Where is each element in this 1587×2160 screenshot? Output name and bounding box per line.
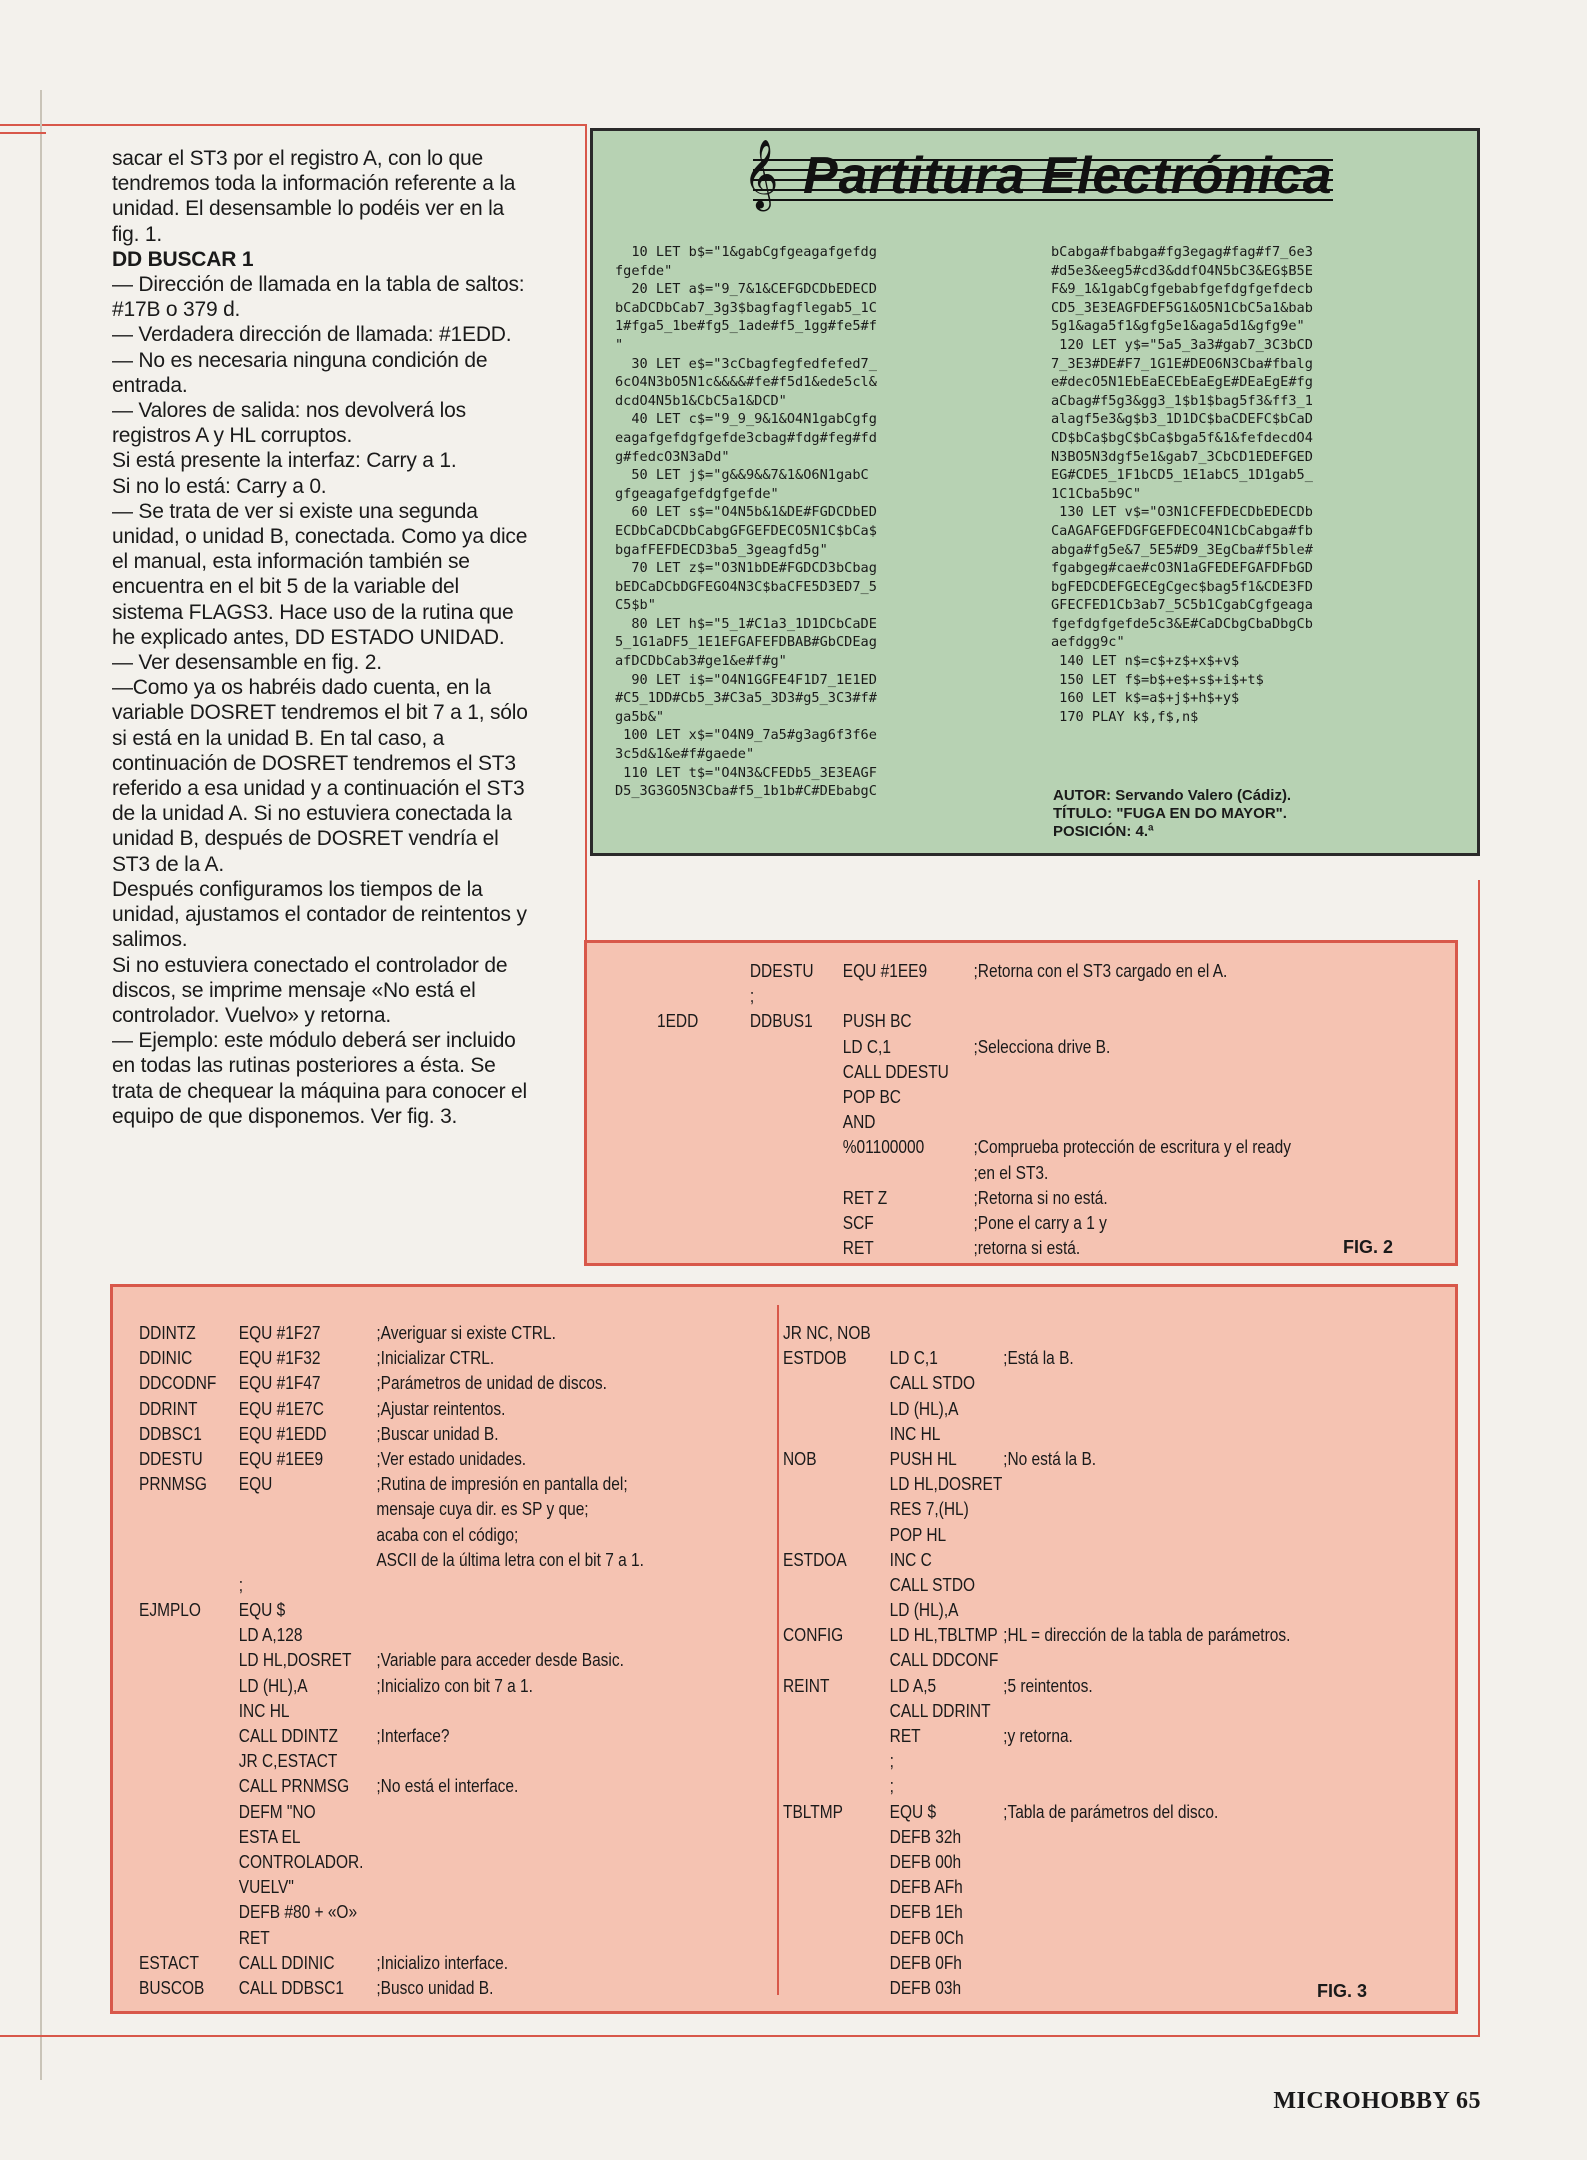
asm-instr: RET	[238, 1927, 270, 1948]
asm-instr: EQU #1EE9	[842, 961, 928, 981]
body-paragraph: Después configuramos los tiempos de la unidad, ajustamos el contador de reintentos y salimos.	[112, 877, 533, 952]
code-line: 140 LET n$=c$+z$+x$+v$	[1051, 653, 1240, 670]
code-line: 40 LET c$="9_9_9&1&O4N1gabCgfg	[615, 411, 877, 428]
asm-instr: EQU $	[889, 1801, 937, 1822]
asm-instr: VUELV"	[238, 1877, 294, 1898]
asm-comment: ;Ajustar reintentos.	[376, 1398, 506, 1419]
asm-row	[783, 1321, 1587, 1346]
code-line: "	[615, 336, 624, 353]
asm-label: ;	[749, 986, 755, 1007]
asm-label: DDINIC	[139, 1348, 193, 1369]
asm-comment: ;Busco unidad B.	[376, 1977, 494, 1998]
code-line: 3c5d&1&e#f#gaede"	[615, 746, 755, 763]
asm-instr: LD C,1	[842, 1036, 891, 1057]
asm-comment: ;5 reintentos.	[1003, 1675, 1093, 1696]
asm-label: JR NC, NOB	[783, 1323, 871, 1343]
code-line: e#decO5N1EbEaECEbEaEgE#DEaEgE#fg	[1051, 374, 1313, 391]
asm-comment: acaba con el código;	[376, 1524, 519, 1545]
asm-instr: EQU $	[238, 1600, 286, 1621]
asm-row	[657, 984, 1517, 1009]
asm-instr: POP BC	[842, 1086, 901, 1107]
code-line: GFECFED1Cb3ab7_5C5b1CgabCgfgeaga	[1051, 597, 1313, 614]
asm-row	[783, 1497, 1587, 1522]
body-paragraph: — No es necesaria ninguna condición de entrada.	[112, 348, 493, 397]
asm-row	[783, 1598, 1587, 1623]
asm-comment: ;y retorna.	[1003, 1726, 1073, 1746]
asm-instr: RET	[889, 1726, 921, 1746]
body-paragraph: sacar el ST3 por el registro A, con lo que tendremos toda la información referente a la unidad. El desensamble lo podéis ver en la fig. 1.	[112, 147, 521, 246]
asm-row	[657, 1186, 1517, 1211]
asm-instr: LD HL,DOSRET	[238, 1650, 352, 1671]
asm-instr: EQU #1F47	[238, 1373, 321, 1394]
code-line: bCaDCDbCab7_3g3$bagfagflegab5_1C	[615, 299, 877, 316]
code-line: 60 LET s$="O4N5b&1&DE#FGDCDbED	[615, 504, 877, 521]
page-number: 65	[1456, 2088, 1481, 2114]
asm-label: DDESTU	[749, 961, 814, 981]
code-line: 70 LET z$="O3N1bDE#FGDCD3bCbag	[615, 560, 877, 577]
treble-clef-icon: 𝄞	[743, 139, 779, 209]
code-line: bEDCaDCbDGFEGO4N3C$baCFE5D3ED7_5	[615, 578, 877, 595]
asm-instr: LD (HL),A	[889, 1600, 959, 1621]
asm-instr: ;	[889, 1751, 894, 1772]
code-line: 90 LET i$="O4N1GGFE4F1D7_1E1ED	[615, 671, 877, 688]
asm-label: CONFIG	[783, 1625, 844, 1646]
asm-comment: ;retorna si está.	[973, 1238, 1081, 1259]
code-line: bgafFEFDECD3ba5_3geagfd5g"	[615, 541, 828, 558]
asm-addr: 1EDD	[657, 1011, 699, 1032]
asm-row	[657, 1060, 1517, 1085]
asm-row	[657, 1035, 1517, 1060]
asm-row	[783, 1371, 1587, 1396]
asm-row	[783, 1548, 1587, 1573]
code-line: 130 LET v$="O3N1CFEFDECDbEDECDb	[1051, 504, 1313, 521]
asm-instr: INC C	[889, 1549, 932, 1570]
body-paragraph: Si no estuviera conectado el controlador de discos, se imprime mensaje «No está el controlador. Vuelvo» y retorna.	[112, 953, 513, 1027]
asm-label: DDBSC1	[139, 1423, 202, 1444]
asm-comment: ;Interface?	[376, 1726, 450, 1746]
top-rule	[0, 124, 585, 126]
asm-comment: ;No está el interface.	[376, 1776, 519, 1797]
asm-row	[783, 1800, 1587, 1825]
asm-comment: ;Inicializo con bit 7 a 1.	[376, 1675, 533, 1696]
bottom-rule	[0, 2035, 1480, 2037]
asm-instr: CALL DDINTZ	[238, 1726, 338, 1746]
asm-instr: CALL PRNMSG	[238, 1776, 350, 1797]
article-left-column	[112, 146, 532, 1129]
asm-instr: LD (HL),A	[889, 1398, 959, 1419]
asm-label: DDINTZ	[139, 1323, 196, 1343]
code-line: CaAGAFGEFDGFGEFDECO4N1CbCabga#fb	[1051, 522, 1313, 539]
asm-comment: ;Buscar unidad B.	[376, 1423, 499, 1444]
fig3-listing-right	[783, 1321, 1587, 2001]
asm-instr: LD HL,DOSRET	[889, 1474, 1003, 1495]
fig2-label: FIG. 2	[1343, 1237, 1394, 1257]
asm-instr: LD HL,TBLTMP	[889, 1625, 998, 1646]
position-line: POSICIÓN: 4.ª	[1053, 823, 1154, 840]
asm-row	[657, 1161, 1517, 1186]
code-line: #d5e3&eeg5#cd3&ddfO4N5bC3&EG$B5E	[1051, 262, 1313, 279]
asm-row	[783, 1951, 1587, 1976]
asm-label: DDRINT	[139, 1398, 198, 1419]
code-line: bgFEDCDEFGECEgCgec$bag5f1&CDE3FD	[1051, 578, 1313, 595]
code-line: 50 LET j$="g&&9&&7&1&O6N1gabC	[615, 467, 869, 484]
asm-instr: POP HL	[889, 1524, 947, 1545]
asm-instr: EQU #1F27	[238, 1323, 321, 1343]
asm-instr: EQU	[238, 1474, 273, 1495]
asm-label: DDCODNF	[139, 1373, 217, 1394]
asm-instr: CALL STDO	[889, 1574, 976, 1595]
code-line: bCabga#fbabga#fg3egag#fag#f7_6e3	[1051, 244, 1313, 260]
asm-row	[783, 1447, 1587, 1472]
page-footer	[1273, 2088, 1481, 2115]
code-line: 110 LET t$="O4N3&CFEDb5_3E3EAGF	[615, 764, 877, 781]
partitura-box	[590, 128, 1480, 856]
asm-row	[783, 1900, 1587, 1925]
asm-instr: DEFB #80 + «O»	[238, 1902, 358, 1923]
code-line: 1#fga5_1be#fg5_1ade#f5_1gg#fe5#f	[615, 318, 877, 335]
asm-row	[783, 1422, 1587, 1447]
code-line: CD$bCa$bgC$bCa$bga5f&1&fefdecdO4	[1051, 429, 1313, 446]
asm-row	[657, 1085, 1517, 1110]
asm-row	[783, 1724, 1587, 1749]
asm-row	[783, 1850, 1587, 1875]
asm-instr: EQU #1F32	[238, 1348, 321, 1369]
body-paragraph: Si está presente la interfaz: Carry a 1.	[112, 449, 457, 473]
asm-comment: ;Parámetros de unidad de discos.	[376, 1373, 607, 1394]
partitura-title-text: Partitura Electrónica	[803, 147, 1333, 205]
code-line: EG#CDE5_1F1bCD5_1E1abC5_1D1gab5_	[1051, 467, 1313, 484]
code-line: abga#fg5e&7_5E5#D9_3EgCba#f5ble#	[1051, 541, 1313, 558]
asm-row	[657, 1135, 1517, 1160]
code-line: 30 LET e$="3cCbagfegfedfefed7_	[615, 355, 877, 372]
asm-comment: mensaje cuya dir. es SP y que;	[376, 1499, 589, 1520]
code-line: dcdO4N5b1&CbC5a1&DCD"	[615, 392, 787, 409]
code-line: D5_3G3GO5N3Cba#f5_1b1b#C#DEbabgC	[615, 783, 877, 800]
code-line: C5$b"	[615, 597, 656, 614]
asm-comment: ASCII de la última letra con el bit 7 a 1.	[376, 1549, 644, 1570]
code-line: 5g1&aga5f1&gfg5e1&aga5d1&gfg9e"	[1051, 318, 1305, 335]
title-line: TÍTULO: "FUGA EN DO MAYOR".	[1053, 805, 1287, 822]
asm-row	[783, 1926, 1587, 1951]
fig3-box	[110, 1284, 1458, 2014]
asm-label: PRNMSG	[139, 1474, 207, 1495]
asm-label: REINT	[783, 1675, 830, 1696]
asm-instr: RET Z	[842, 1187, 888, 1208]
asm-instr: EQU #1E7C	[238, 1398, 324, 1419]
code-line: 100 LET x$="O4N9_7a5#g3ag6f3f6e	[615, 727, 877, 744]
asm-instr: CALL DDCONF	[889, 1650, 999, 1671]
code-line: alagf5e3&g$b3_1D1DC$baCDEFC$bCaD	[1051, 411, 1313, 428]
asm-instr: DEFB 1Eh	[889, 1902, 963, 1923]
mid-rule	[585, 124, 587, 940]
asm-label: DDESTU	[139, 1448, 203, 1469]
code-line: 10 LET b$="1&gabCgfgeagafgefdg	[615, 244, 877, 260]
asm-instr: LD A,128	[238, 1625, 303, 1646]
asm-instr: RET	[842, 1238, 874, 1259]
asm-comment: ;Selecciona drive B.	[973, 1036, 1111, 1057]
body-paragraph: — Verdadera dirección de llamada: #1EDD.	[112, 323, 512, 347]
asm-instr: PUSH BC	[842, 1011, 912, 1032]
fig3-label: FIG. 3	[1317, 1981, 1368, 2001]
asm-row	[783, 1472, 1587, 1497]
asm-instr: CALL DDESTU	[842, 1061, 949, 1082]
asm-instr: DEFB 0Fh	[889, 1952, 962, 1973]
code-line: ECDbCaDCDbCabgGFGEFDECO5N1C$bCa$	[615, 522, 877, 539]
code-line: 170 PLAY k$,f$,n$	[1051, 708, 1199, 725]
partitura-title	[743, 139, 1333, 209]
asm-row	[783, 1699, 1587, 1724]
asm-row	[657, 1110, 1517, 1135]
code-line: 150 LET f$=b$+e$+s$+i$+t$	[1051, 671, 1264, 688]
asm-comment: ;en el ST3.	[973, 1162, 1049, 1183]
asm-label: ESTDOB	[783, 1348, 847, 1369]
asm-label: TBLTMP	[783, 1801, 843, 1822]
code-line: F&9_1&1gabCgfgebabfgefdgfgefdecb	[1051, 281, 1313, 298]
magazine-name: MICROHOBBY	[1273, 2088, 1450, 2114]
asm-label: BUSCOB	[139, 1977, 205, 1998]
code-line: afDCDbCab3#ge1&e#f#g"	[615, 653, 787, 670]
code-line: ga5b&"	[615, 708, 665, 725]
body-paragraph: — Se trata de ver si existe una segunda unidad, o unidad B, conectada. Como ya dice el manual, esta información también se encuentra en el bit 5 de la variable del sistema FLAGS3. Hace uso de la rutina que he explicado antes, DD ESTADO UNIDAD.	[112, 499, 533, 649]
code-line: N3BO5N3dgf5e1&gab7_3CbCD1EDEFGED	[1051, 448, 1313, 465]
asm-instr: JR C,ESTACT	[238, 1751, 338, 1772]
asm-instr: %01100000	[842, 1137, 925, 1158]
asm-comment: ;Retorna con el ST3 cargado en el A.	[973, 961, 1228, 981]
asm-comment: ;Variable para acceder desde Basic.	[376, 1650, 624, 1671]
left-margin-rule	[40, 90, 42, 2080]
basic-listing-left	[615, 243, 877, 801]
asm-label: ESTDOA	[783, 1549, 847, 1570]
body-paragraph: —Como ya os habréis dado cuenta, en la variable DOSRET tendremos el bit 7 a 1, sólo si está en la unidad B. En tal caso, a continuación de DOSRET tendremos el ST3 referido a esa unidad y a continuación el ST3 de la unidad A. Si no estuviera conectada la unidad B, después de DOSRET vendría el ST3 de la A.	[112, 676, 534, 876]
body-paragraph: — Ejemplo: este módulo deberá ser incluido en todas las rutinas posteriores a ésta. Se trata de chequear la máquina para conocer el equipo de que disponemos. Ver fig. 3.	[112, 1029, 533, 1128]
asm-comment: ;Comprueba protección de escritura y el ready	[973, 1137, 1291, 1158]
asm-comment: ;Ver estado unidades.	[376, 1448, 527, 1469]
asm-instr: INC HL	[889, 1423, 941, 1444]
asm-instr: DEFM "NO	[238, 1801, 316, 1822]
asm-instr: CALL DDBSC1	[238, 1977, 345, 1998]
asm-comment: ;Rutina de impresión en pantalla del;	[376, 1474, 628, 1495]
asm-comment: ;Pone el carry a 1 y	[973, 1212, 1107, 1233]
author-credit	[1053, 787, 1291, 841]
top-left-tick	[0, 132, 46, 134]
asm-row	[783, 1648, 1587, 1673]
asm-instr: DEFB 00h	[889, 1851, 962, 1872]
code-line: fgabgeg#cae#cO3N1aGFEDEFGAFDFbGD	[1051, 560, 1313, 577]
code-line: #C5_1DD#Cb5_3#C3a5_3D3#g5_3C3#f#	[615, 690, 877, 707]
asm-instr: EQU #1EDD	[238, 1423, 327, 1444]
code-line: 160 LET k$=a$+j$+h$+y$	[1051, 690, 1240, 707]
asm-comment: ;HL = dirección de la tabla de parámetros.	[1003, 1625, 1291, 1646]
asm-instr: SCF	[842, 1212, 874, 1233]
code-line: aefdgg9c"	[1051, 634, 1125, 651]
asm-instr: EQU #1EE9	[238, 1448, 324, 1469]
asm-row	[783, 1749, 1587, 1774]
asm-instr: CALL STDO	[889, 1373, 976, 1394]
asm-instr: ESTA EL	[238, 1826, 301, 1847]
asm-row	[657, 959, 1517, 984]
asm-row	[783, 1825, 1587, 1850]
code-line: 1C1Cba5b9C"	[1051, 485, 1142, 502]
asm-comment: ;Retorna si no está.	[973, 1187, 1108, 1208]
asm-comment: ;Inicializar CTRL.	[376, 1348, 495, 1369]
asm-row	[657, 1009, 1517, 1034]
body-paragraph: — Ver desensamble en fig. 2.	[112, 651, 382, 675]
code-line: fgefdgfgefde5c3&E#CaDCbgCbaDbgCb	[1051, 615, 1313, 632]
code-line: 20 LET a$="9_7&1&CEFGDCDbEDECD	[615, 281, 877, 298]
asm-instr: LD A,5	[889, 1675, 937, 1696]
code-line: fgefde"	[615, 262, 673, 279]
asm-instr: ;	[889, 1776, 894, 1797]
fig3-divider	[777, 1305, 779, 1995]
asm-instr: INC HL	[238, 1700, 290, 1721]
code-line: 6cO4N3bO5N1c&&&&#fe#f5d1&ede5cl&	[615, 374, 877, 391]
code-line: 120 LET y$="5a5_3a3#gab7_3C3bCD	[1051, 336, 1313, 353]
asm-comment: ;Está la B.	[1003, 1348, 1074, 1369]
asm-instr: RES 7,(HL)	[889, 1499, 969, 1520]
asm-instr: ;	[238, 1574, 244, 1595]
asm-instr: DEFB 03h	[889, 1977, 962, 1998]
body-paragraph: Si no lo está: Carry a 0.	[112, 474, 327, 498]
asm-row	[783, 1875, 1587, 1900]
asm-instr: LD C,1	[889, 1348, 938, 1369]
asm-comment: ;Averiguar si existe CTRL.	[376, 1323, 556, 1343]
section-heading: DD BUSCAR 1	[112, 247, 254, 271]
code-line: eagafgefdgfgefde3cbag#fdg#feg#fd	[615, 429, 877, 446]
basic-listing-right	[1051, 243, 1313, 726]
asm-instr: CALL DDRINT	[889, 1700, 991, 1721]
code-line: CD5_3E3EAGFDEF5G1&O5N1CbC5a1&bab	[1051, 299, 1313, 316]
author-line: AUTOR: Servando Valero (Cádiz).	[1053, 787, 1292, 804]
asm-instr: CONTROLADOR.	[238, 1851, 364, 1872]
asm-instr: DEFB AFh	[889, 1877, 963, 1898]
code-line: gfgeagafgefdgfgefde"	[615, 485, 779, 502]
code-line: 5_1G1aDF5_1E1EFGAFEFDBAB#GbCDEag	[615, 634, 877, 651]
asm-row	[783, 1674, 1587, 1699]
code-line: 80 LET h$="5_1#C1a3_1D1DCbCaDE	[615, 615, 877, 632]
asm-instr: LD (HL),A	[238, 1675, 308, 1696]
code-line: aCbag#f5g3&gg3_1$b1$bag5f3&ff3_1	[1051, 392, 1313, 409]
asm-comment: ;No está la B.	[1003, 1448, 1097, 1469]
code-line: g#fedcO3N3aDd"	[615, 448, 730, 465]
asm-label: DDBUS1	[749, 1011, 813, 1032]
asm-row	[783, 1346, 1587, 1371]
code-line: 7_3E3#DE#F7_1G1E#DEO6N3Cba#fbalg	[1051, 355, 1313, 372]
asm-label: ESTACT	[139, 1952, 199, 1973]
asm-row	[783, 1397, 1587, 1422]
asm-comment: ;Tabla de parámetros del disco.	[1003, 1801, 1219, 1822]
asm-instr: PUSH HL	[889, 1448, 957, 1469]
asm-comment: ;Inicializo interface.	[376, 1952, 509, 1973]
asm-label: EJMPLO	[139, 1600, 201, 1621]
asm-row	[783, 1523, 1587, 1548]
asm-label: NOB	[783, 1448, 817, 1469]
asm-instr: AND	[842, 1112, 876, 1133]
asm-row	[783, 1774, 1587, 1799]
asm-instr: DEFB 0Ch	[889, 1927, 964, 1948]
asm-row	[657, 1211, 1517, 1236]
asm-row	[783, 1573, 1587, 1598]
asm-row	[783, 1623, 1587, 1648]
body-paragraph: — Dirección de llamada en la tabla de saltos: #17B o 379 d.	[112, 273, 531, 322]
fig2-box	[584, 940, 1458, 1266]
asm-row	[783, 1976, 1587, 2001]
fig2-listing	[657, 959, 1517, 1261]
asm-instr: CALL DDINIC	[238, 1952, 335, 1973]
asm-instr: DEFB 32h	[889, 1826, 962, 1847]
body-paragraph: — Valores de salida: nos devolverá los registros A y HL corruptos.	[112, 399, 472, 448]
